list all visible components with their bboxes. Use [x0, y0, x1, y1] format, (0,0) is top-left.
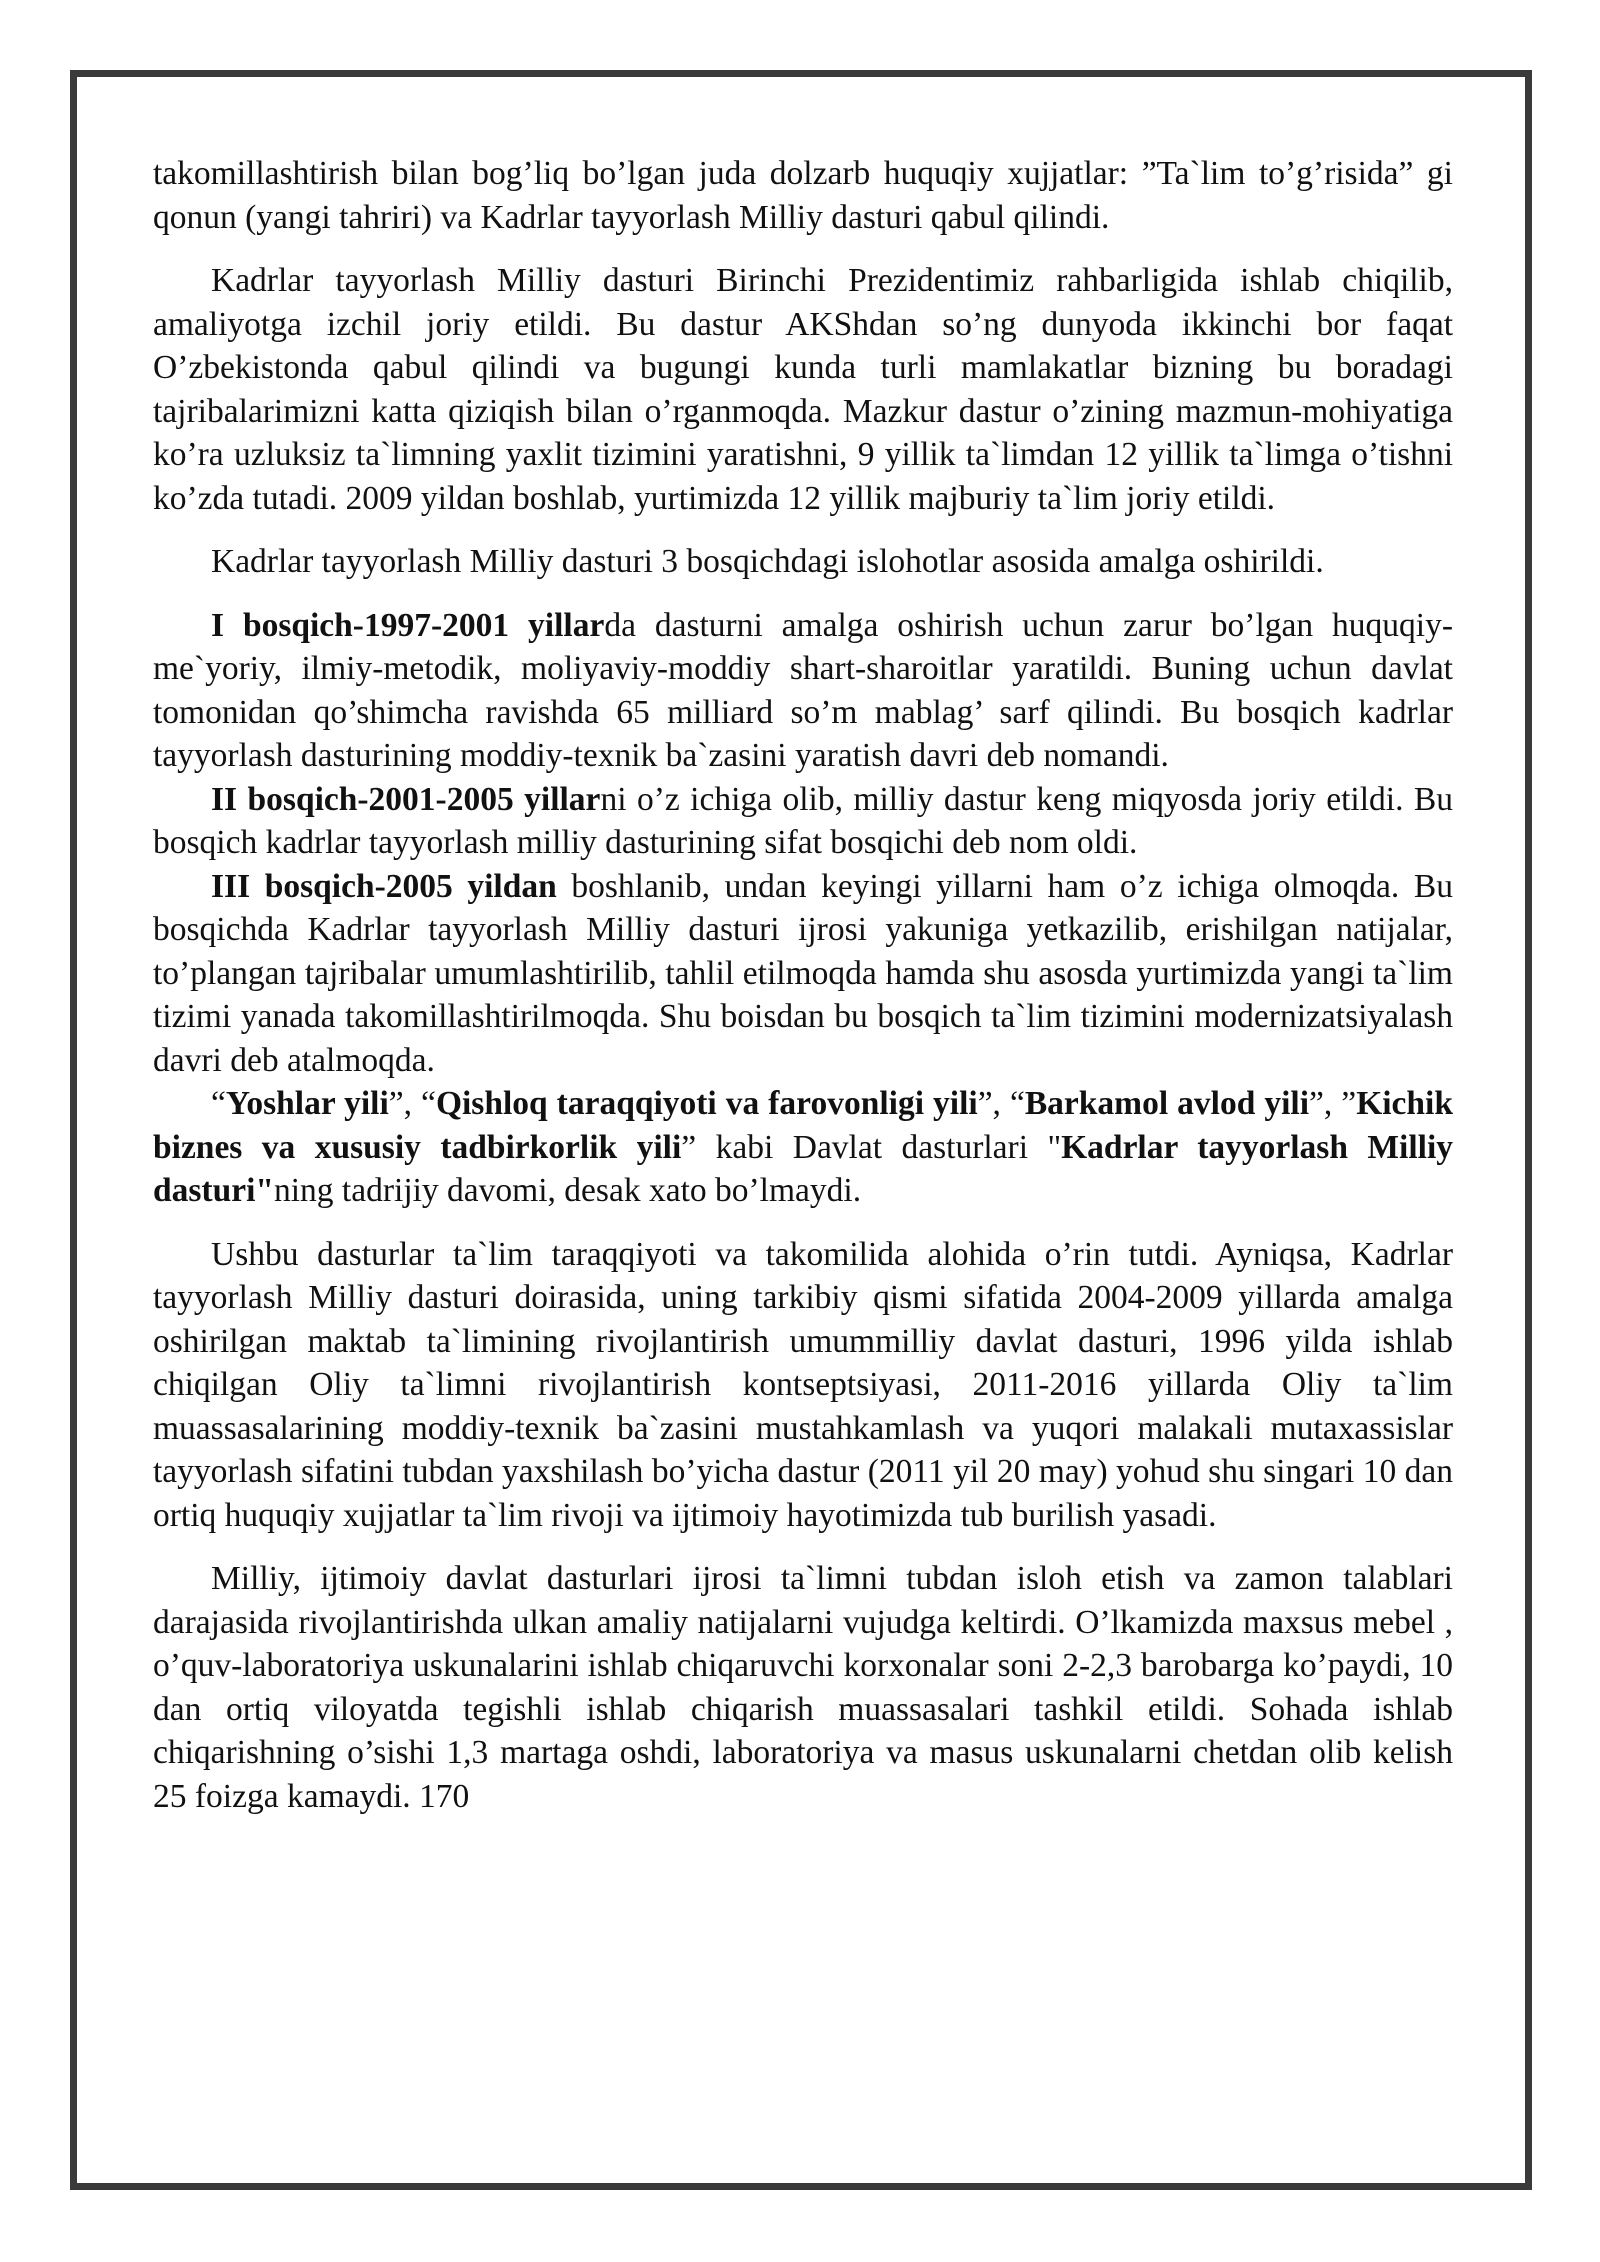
stage-one-text: da dasturni amalga oshirish uchun zarur bo’lgan huquqiy-me`yoriy, ilmiy-metodik, moliyaviy-moddiy shart-sharoitlar yaratildi. Buning uchun davlat tomonidan qo’shimcha ravishda 65 milliard so’m mablag’ sarf qilindi. Bu bosqich kadrlar tayyorlash dasturining moddiy-texnik ba`zasini yaratish davri deb nomandi. [153, 606, 1453, 774]
paragraph-stage-one [153, 604, 1453, 778]
paragraph-stage-three [153, 865, 1453, 1083]
stage-two-heading: II bosqich-2001-2005 yillar [211, 780, 601, 818]
program-qishloq: Qishloq taraqqiyoti va farovonligi yili [435, 1085, 978, 1122]
paragraph-national-program: Kadrlar tayyorlash Milliy dasturi Birinchi Prezidentimiz rahbarligida ishlab chiqilib, amaliyotga izchil joriy etildi. Bu dastur AKShdan so’ng dunyoda ikkinchi bor faqat O’zbekistonda qabul qilindi va bugungi kunda turli mamlakatlar bizning bu boradagi tajribalarimizni katta qiziqish bilan o’rganmoqda. Mazkur dastur o’zining mazmun-mohiyatiga ko’ra uzluksiz ta`limning yaxlit tizimini yaratishni, 9 yillik ta`limdan 12 yillik ta`limga o’tishni ko’zda tutadi. 2009 yildan boshlab, yurtimizda 12 yillik majburiy ta`lim joriy etildi. [153, 262, 1453, 517]
paragraph-stage-two [153, 778, 1453, 865]
program-barkamol: Barkamol avlod yili [1024, 1085, 1310, 1122]
program-kadrlar: Kadrlar tayyorlash Milliy dasturi [153, 1128, 1453, 1209]
paragraph-state-programs: “Yoshlar yili”, “Qishloq taraqqiyoti va farovonligi yili”, “Barkamol avlod yili”, ”Kichik biznes va xususiy tadbirkorlik yili” kabi Davlat dasturlari "Kadrlar tayyorlash Milliy dasturi"ning tadrijiy davomi, desak xato bo’lmaydi. [153, 1085, 1453, 1209]
stage-two-text: ni o’z ichiga olib, milliy dastur keng miqyosda joriy etildi. Bu bosqich kadrlar tayyorlash milliy dasturining sifat bosqichi deb nom oldi. [153, 780, 1453, 861]
program-kichik-biznes: Kichik biznes va xususiy tadbirkorlik yili [153, 1085, 1453, 1166]
stage-three-heading: III bosqich-2005 yildan [211, 867, 557, 905]
stage-three-text: boshlanib, undan keyingi yillarni ham o’z ichiga olmoqda. Bu bosqichda Kadrlar tayyorlash Milliy dasturi ijrosi yakuniga yetkazilib, erishilgan natijalar, to’plangan tajribalar umumlashtirilib, tahlil etilmoqda hamda shu asosda yurtimizda yangi ta`lim tizimi yanada takomillashtirilmoqda. Shu boisdan bu bosqich ta`lim tizimini modernizatsiyalash davri deb atalmoqda. [153, 867, 1454, 1079]
paragraph-results: Milliy, ijtimoiy davlat dasturlari ijrosi ta`limni tubdan isloh etish va zamon talablari darajasida rivojlantirishda ulkan amaliy natijalarni vujudga keltirdi. O’lkamizda maxsus mebel , o’quv-laboratoriya uskunalarini ishlab chiqaruvchi korxonalar soni 2-2,3 barobarga ko’paydi, 10 dan ortiq viloyatda tegishli ishlab chiqarish muassasalari tashkil etildi. Sohada ishlab chiqarishning o’sishi 1,3 martaga oshdi, laboratoriya va masus uskunalarni chetdan olib kelish 25 foizga kamaydi. 170 [153, 1560, 1453, 1815]
document-body [153, 152, 1453, 1818]
state-programs-end: ning tadrijiy davomi, desak xato bo’lmaydi. [274, 1172, 862, 1209]
program-yoshlar: Yoshlar yili [225, 1085, 389, 1122]
paragraph-intro: takomillashtirish bilan bog’liq bo’lgan juda dolzarb huquqiy xujjatlar: ”Ta`lim to’g’risida” gi qonun (yangi tahriri) va Kadrlar tayyorlash Milliy dasturi qabul qilindi. [153, 155, 1453, 236]
paragraph-three-stages: Kadrlar tayyorlash Milliy dasturi 3 bosqichdagi islohotlar asosida amalga oshirildi. [211, 543, 1324, 580]
paragraph-programs-role: Ushbu dasturlar ta`lim taraqqiyoti va takomilida alohida o’rin tutdi. Ayniqsa, Kadrlar tayyorlash Milliy dasturi doirasida, uning tarkibiy qismi sifatida 2004-2009 yillarda amalga oshirilgan maktab ta`limining rivojlantirish umummilliy davlat dasturi, 1996 yilda ishlab chiqilgan Oliy ta`limni rivojlantirish kontseptsiyasi, 2011-2016 yillarda Oliy ta`lim muassasalarining moddiy-texnik ba`zasini mustahkamlash va yuqori malakali mutaxassislar tayyorlash sifatini tubdan yaxshilash bo’yicha dastur (2011 yil 20 may) yohud shu singari 10 dan ortiq huquqiy xujjatlar ta`lim rivoji va ijtimoiy hayotimizda tub burilish yasadi. [153, 1235, 1453, 1534]
stage-one-heading: I bosqich-1997-2001 yillar [211, 606, 605, 644]
state-programs-mid: kabi Davlat dasturlari " [696, 1128, 1062, 1166]
